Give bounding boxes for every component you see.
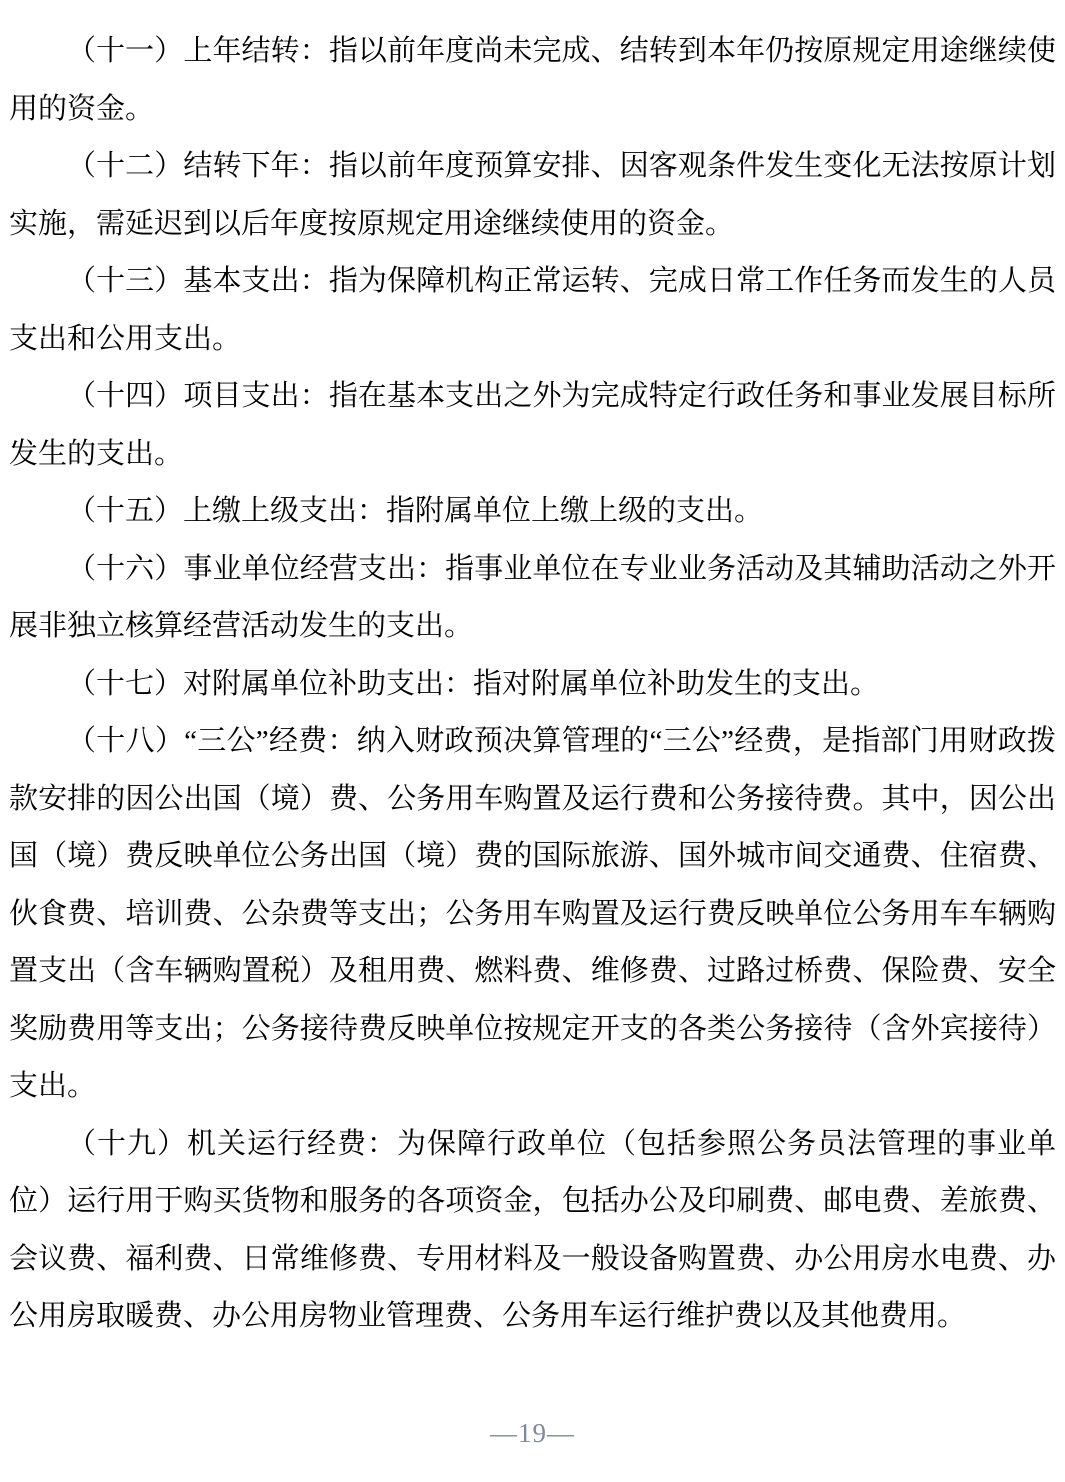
paragraph-item-17: （十七）对附属单位补助支出：指对附属单位补助发生的支出。 — [67, 667, 880, 700]
page-number: —19— — [490, 1418, 575, 1448]
paragraph-item-19: （十九）机关运行经费：为保障行政单位（包括参照公务员法管理的事业单位）运行用于购买货物和服务的各项资金，包括办公及印刷费、邮电费、差旅费、会议费、福利费、日常维修费、专用材料及一般设备购置费、办公用房水电费、办公用房取暖费、办公用房物业管理费、公务用车运行维护费以及其他费用。 — [9, 1127, 1056, 1332]
paragraph-item-14: （十四）项目支出：指在基本支出之外为完成特定行政任务和事业发展目标所发生的支出。 — [9, 380, 1056, 470]
paragraph-item-18: （十八）“三公”经费：纳入财政预决算管理的“三公”经费，是指部门用财政拨款安排的因公出国（境）费、公务用车购置及运行费和公务接待费。其中，因公出国（境）费反映单位公务出国（境）费的国际旅游、国外城市间交通费、住宿费、伙食费、培训费、公杂费等支出；公务用车购置及运行费反映单位公务用车车辆购置支出（含车辆购置税）及租用费、燃料费、维修费、过路过桥费、保险费、安全奖励费用等支出；公务接待费反映单位按规定开支的各类公务接待（含外宾接待）支出。 — [9, 725, 1056, 1102]
page-footer — [0, 1418, 1065, 1449]
paragraph-item-16: （十六）事业单位经营支出：指事业单位在专业业务活动及其辅助活动之外开展非独立核算经营活动发生的支出。 — [9, 552, 1056, 642]
paragraph-item-15: （十五）上缴上级支出：指附属单位上缴上级的支出。 — [67, 495, 764, 527]
paragraph-item-13: （十三）基本支出：指为保障机构正常运转、完成日常工作任务而发生的人员支出和公用支出。 — [9, 265, 1056, 355]
document-body — [9, 23, 1056, 1346]
paragraph-item-11: （十一）上年结转：指以前年度尚未完成、结转到本年仍按原规定用途继续使用的资金。 — [9, 35, 1056, 125]
paragraph-item-12: （十二）结转下年：指以前年度预算安排、因客观条件发生变化无法按原计划实施，需延迟到以后年度按原规定用途继续使用的资金。 — [9, 150, 1056, 240]
